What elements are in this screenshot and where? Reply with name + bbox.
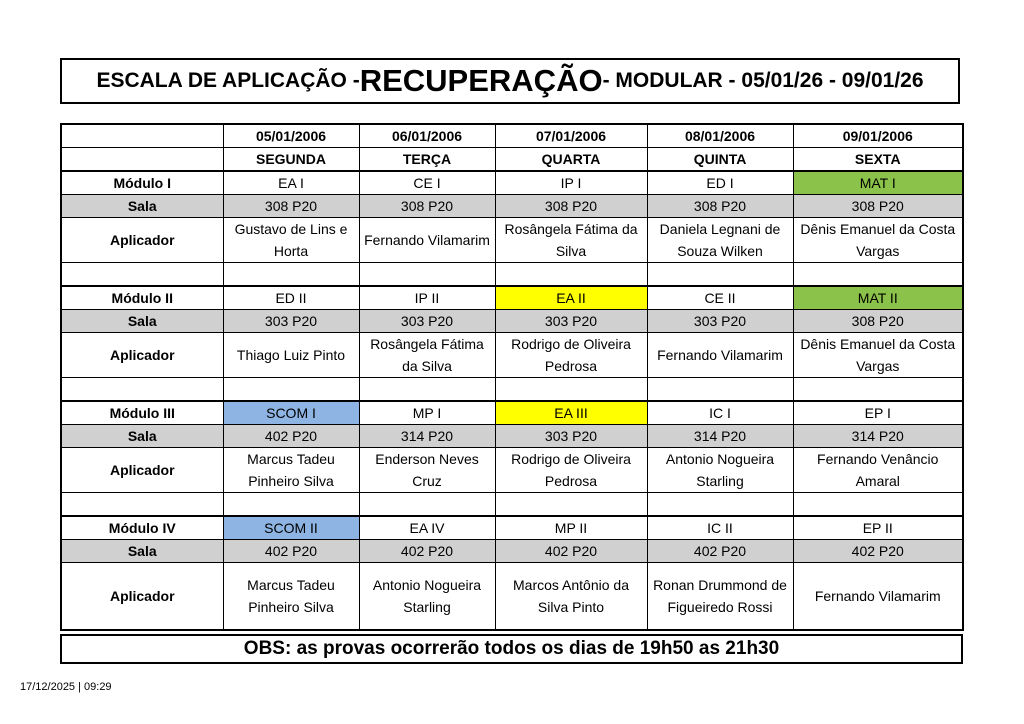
- spacer-cell: [359, 263, 495, 287]
- date-cell: 09/01/2006: [793, 124, 963, 148]
- date-cell: 05/01/2006: [223, 124, 359, 148]
- room-cell: 303 P20: [359, 310, 495, 333]
- weekday-cell: SEXTA: [793, 148, 963, 172]
- spacer-cell: [495, 493, 647, 517]
- weekday-cell: TERÇA: [359, 148, 495, 172]
- subject-cell: IC I: [647, 401, 793, 425]
- proctor-cell: Fernando Vilamarim: [647, 333, 793, 378]
- proctor-cell: Marcos Antônio da Silva Pinto: [495, 563, 647, 631]
- room-cell: 402 P20: [647, 540, 793, 563]
- subject-cell: CE II: [647, 286, 793, 310]
- module-row: [61, 516, 963, 540]
- spacer-row: [61, 263, 963, 287]
- spacer-cell: [223, 263, 359, 287]
- room-cell: 303 P20: [223, 310, 359, 333]
- proctor-cell: Dênis Emanuel da Costa Vargas: [793, 333, 963, 378]
- title-suffix: - MODULAR - 05/01/26 - 09/01/26: [602, 69, 924, 92]
- proctor-row: [61, 448, 963, 493]
- room-cell: 402 P20: [793, 540, 963, 563]
- room-label: Sala: [61, 310, 223, 333]
- weekday-cell: SEGUNDA: [223, 148, 359, 172]
- spacer-cell: [359, 493, 495, 517]
- timestamp-footer: 17/12/2025 | 09:29: [20, 681, 112, 693]
- subject-cell: ED I: [647, 171, 793, 195]
- proctor-cell: Enderson Neves Cruz: [359, 448, 495, 493]
- proctor-label: Aplicador: [61, 448, 223, 493]
- proctor-cell: Ronan Drummond de Figueiredo Rossi: [647, 563, 793, 631]
- date-cell: 07/01/2006: [495, 124, 647, 148]
- module-label: Módulo I: [61, 171, 223, 195]
- proctor-cell: Dênis Emanuel da Costa Vargas: [793, 218, 963, 263]
- proctor-cell: Daniela Legnani de Souza Wilken: [647, 218, 793, 263]
- spacer-cell: [61, 378, 223, 402]
- spacer-cell: [61, 493, 223, 517]
- module-row: [61, 401, 963, 425]
- spacer-cell: [61, 263, 223, 287]
- date-cell: 06/01/2006: [359, 124, 495, 148]
- spacer-row: [61, 378, 963, 402]
- proctor-label: Aplicador: [61, 563, 223, 631]
- subject-cell: MAT I: [793, 171, 963, 195]
- proctor-row: [61, 563, 963, 631]
- spacer-cell: [647, 378, 793, 402]
- proctor-cell: Fernando Venâncio Amaral: [793, 448, 963, 493]
- subject-cell: EP II: [793, 516, 963, 540]
- subject-cell: IP II: [359, 286, 495, 310]
- schedule-table: [60, 123, 964, 631]
- subject-cell: EP I: [793, 401, 963, 425]
- proctor-row: [61, 218, 963, 263]
- spacer-row: [61, 493, 963, 517]
- title-highlight: RECUPERAÇÃO: [359, 63, 603, 98]
- room-cell: 402 P20: [223, 540, 359, 563]
- spacer-cell: [223, 493, 359, 517]
- weekday-cell: QUARTA: [495, 148, 647, 172]
- spacer-cell: [793, 378, 963, 402]
- subject-cell: SCOM I: [223, 401, 359, 425]
- room-label: Sala: [61, 195, 223, 218]
- subject-cell: ED II: [223, 286, 359, 310]
- room-cell: 314 P20: [647, 425, 793, 448]
- room-cell: 303 P20: [495, 425, 647, 448]
- spacer-cell: [359, 378, 495, 402]
- subject-cell: EA IV: [359, 516, 495, 540]
- date-cell: 08/01/2006: [647, 124, 793, 148]
- room-cell: 314 P20: [793, 425, 963, 448]
- proctor-cell: Fernando Vilamarim: [359, 218, 495, 263]
- room-label: Sala: [61, 425, 223, 448]
- proctor-label: Aplicador: [61, 218, 223, 263]
- date-header-row: [61, 124, 963, 148]
- proctor-cell: Rodrigo de Oliveira Pedrosa: [495, 448, 647, 493]
- weekday-header-row: [61, 148, 963, 172]
- module-label: Módulo II: [61, 286, 223, 310]
- proctor-label: Aplicador: [61, 333, 223, 378]
- proctor-cell: Fernando Vilamarim: [793, 563, 963, 631]
- room-row: [61, 425, 963, 448]
- subject-cell: SCOM II: [223, 516, 359, 540]
- subject-cell: IC II: [647, 516, 793, 540]
- room-cell: 402 P20: [223, 425, 359, 448]
- room-cell: 308 P20: [793, 310, 963, 333]
- room-cell: 402 P20: [359, 540, 495, 563]
- room-cell: 303 P20: [495, 310, 647, 333]
- spacer-cell: [793, 493, 963, 517]
- proctor-cell: Rosângela Fátima da Silva: [495, 218, 647, 263]
- page-title: [60, 58, 960, 104]
- proctor-cell: Thiago Luiz Pinto: [223, 333, 359, 378]
- subject-cell: IP I: [495, 171, 647, 195]
- weekday-cell: QUINTA: [647, 148, 793, 172]
- room-row: [61, 310, 963, 333]
- spacer-cell: [793, 263, 963, 287]
- subject-cell: EA I: [223, 171, 359, 195]
- subject-cell: MP I: [359, 401, 495, 425]
- corner-cell: [61, 124, 223, 148]
- corner-cell: [61, 148, 223, 172]
- room-row: [61, 540, 963, 563]
- subject-cell: MAT II: [793, 286, 963, 310]
- module-label: Módulo III: [61, 401, 223, 425]
- room-cell: 308 P20: [793, 195, 963, 218]
- spacer-cell: [495, 263, 647, 287]
- room-cell: 308 P20: [359, 195, 495, 218]
- room-cell: 308 P20: [223, 195, 359, 218]
- spacer-cell: [647, 263, 793, 287]
- proctor-cell: Gustavo de Lins e Horta: [223, 218, 359, 263]
- spacer-cell: [495, 378, 647, 402]
- observation-note: OBS: as provas ocorrerão todos os dias de 19h50 as 21h30: [60, 634, 963, 664]
- room-label: Sala: [61, 540, 223, 563]
- room-cell: 402 P20: [495, 540, 647, 563]
- subject-cell: EA II: [495, 286, 647, 310]
- spacer-cell: [647, 493, 793, 517]
- proctor-cell: Marcus Tadeu Pinheiro Silva: [223, 448, 359, 493]
- module-row: [61, 171, 963, 195]
- spacer-cell: [223, 378, 359, 402]
- proctor-cell: Antonio Nogueira Starling: [647, 448, 793, 493]
- subject-cell: MP II: [495, 516, 647, 540]
- proctor-cell: Rosângela Fátima da Silva: [359, 333, 495, 378]
- proctor-row: [61, 333, 963, 378]
- subject-cell: CE I: [359, 171, 495, 195]
- room-cell: 314 P20: [359, 425, 495, 448]
- room-cell: 303 P20: [647, 310, 793, 333]
- module-label: Módulo IV: [61, 516, 223, 540]
- room-row: [61, 195, 963, 218]
- proctor-cell: Antonio Nogueira Starling: [359, 563, 495, 631]
- room-cell: 308 P20: [495, 195, 647, 218]
- room-cell: 308 P20: [647, 195, 793, 218]
- proctor-cell: Rodrigo de Oliveira Pedrosa: [495, 333, 647, 378]
- proctor-cell: Marcus Tadeu Pinheiro Silva: [223, 563, 359, 631]
- title-prefix: ESCALA DE APLICAÇÃO -: [96, 69, 360, 92]
- subject-cell: EA III: [495, 401, 647, 425]
- module-row: [61, 286, 963, 310]
